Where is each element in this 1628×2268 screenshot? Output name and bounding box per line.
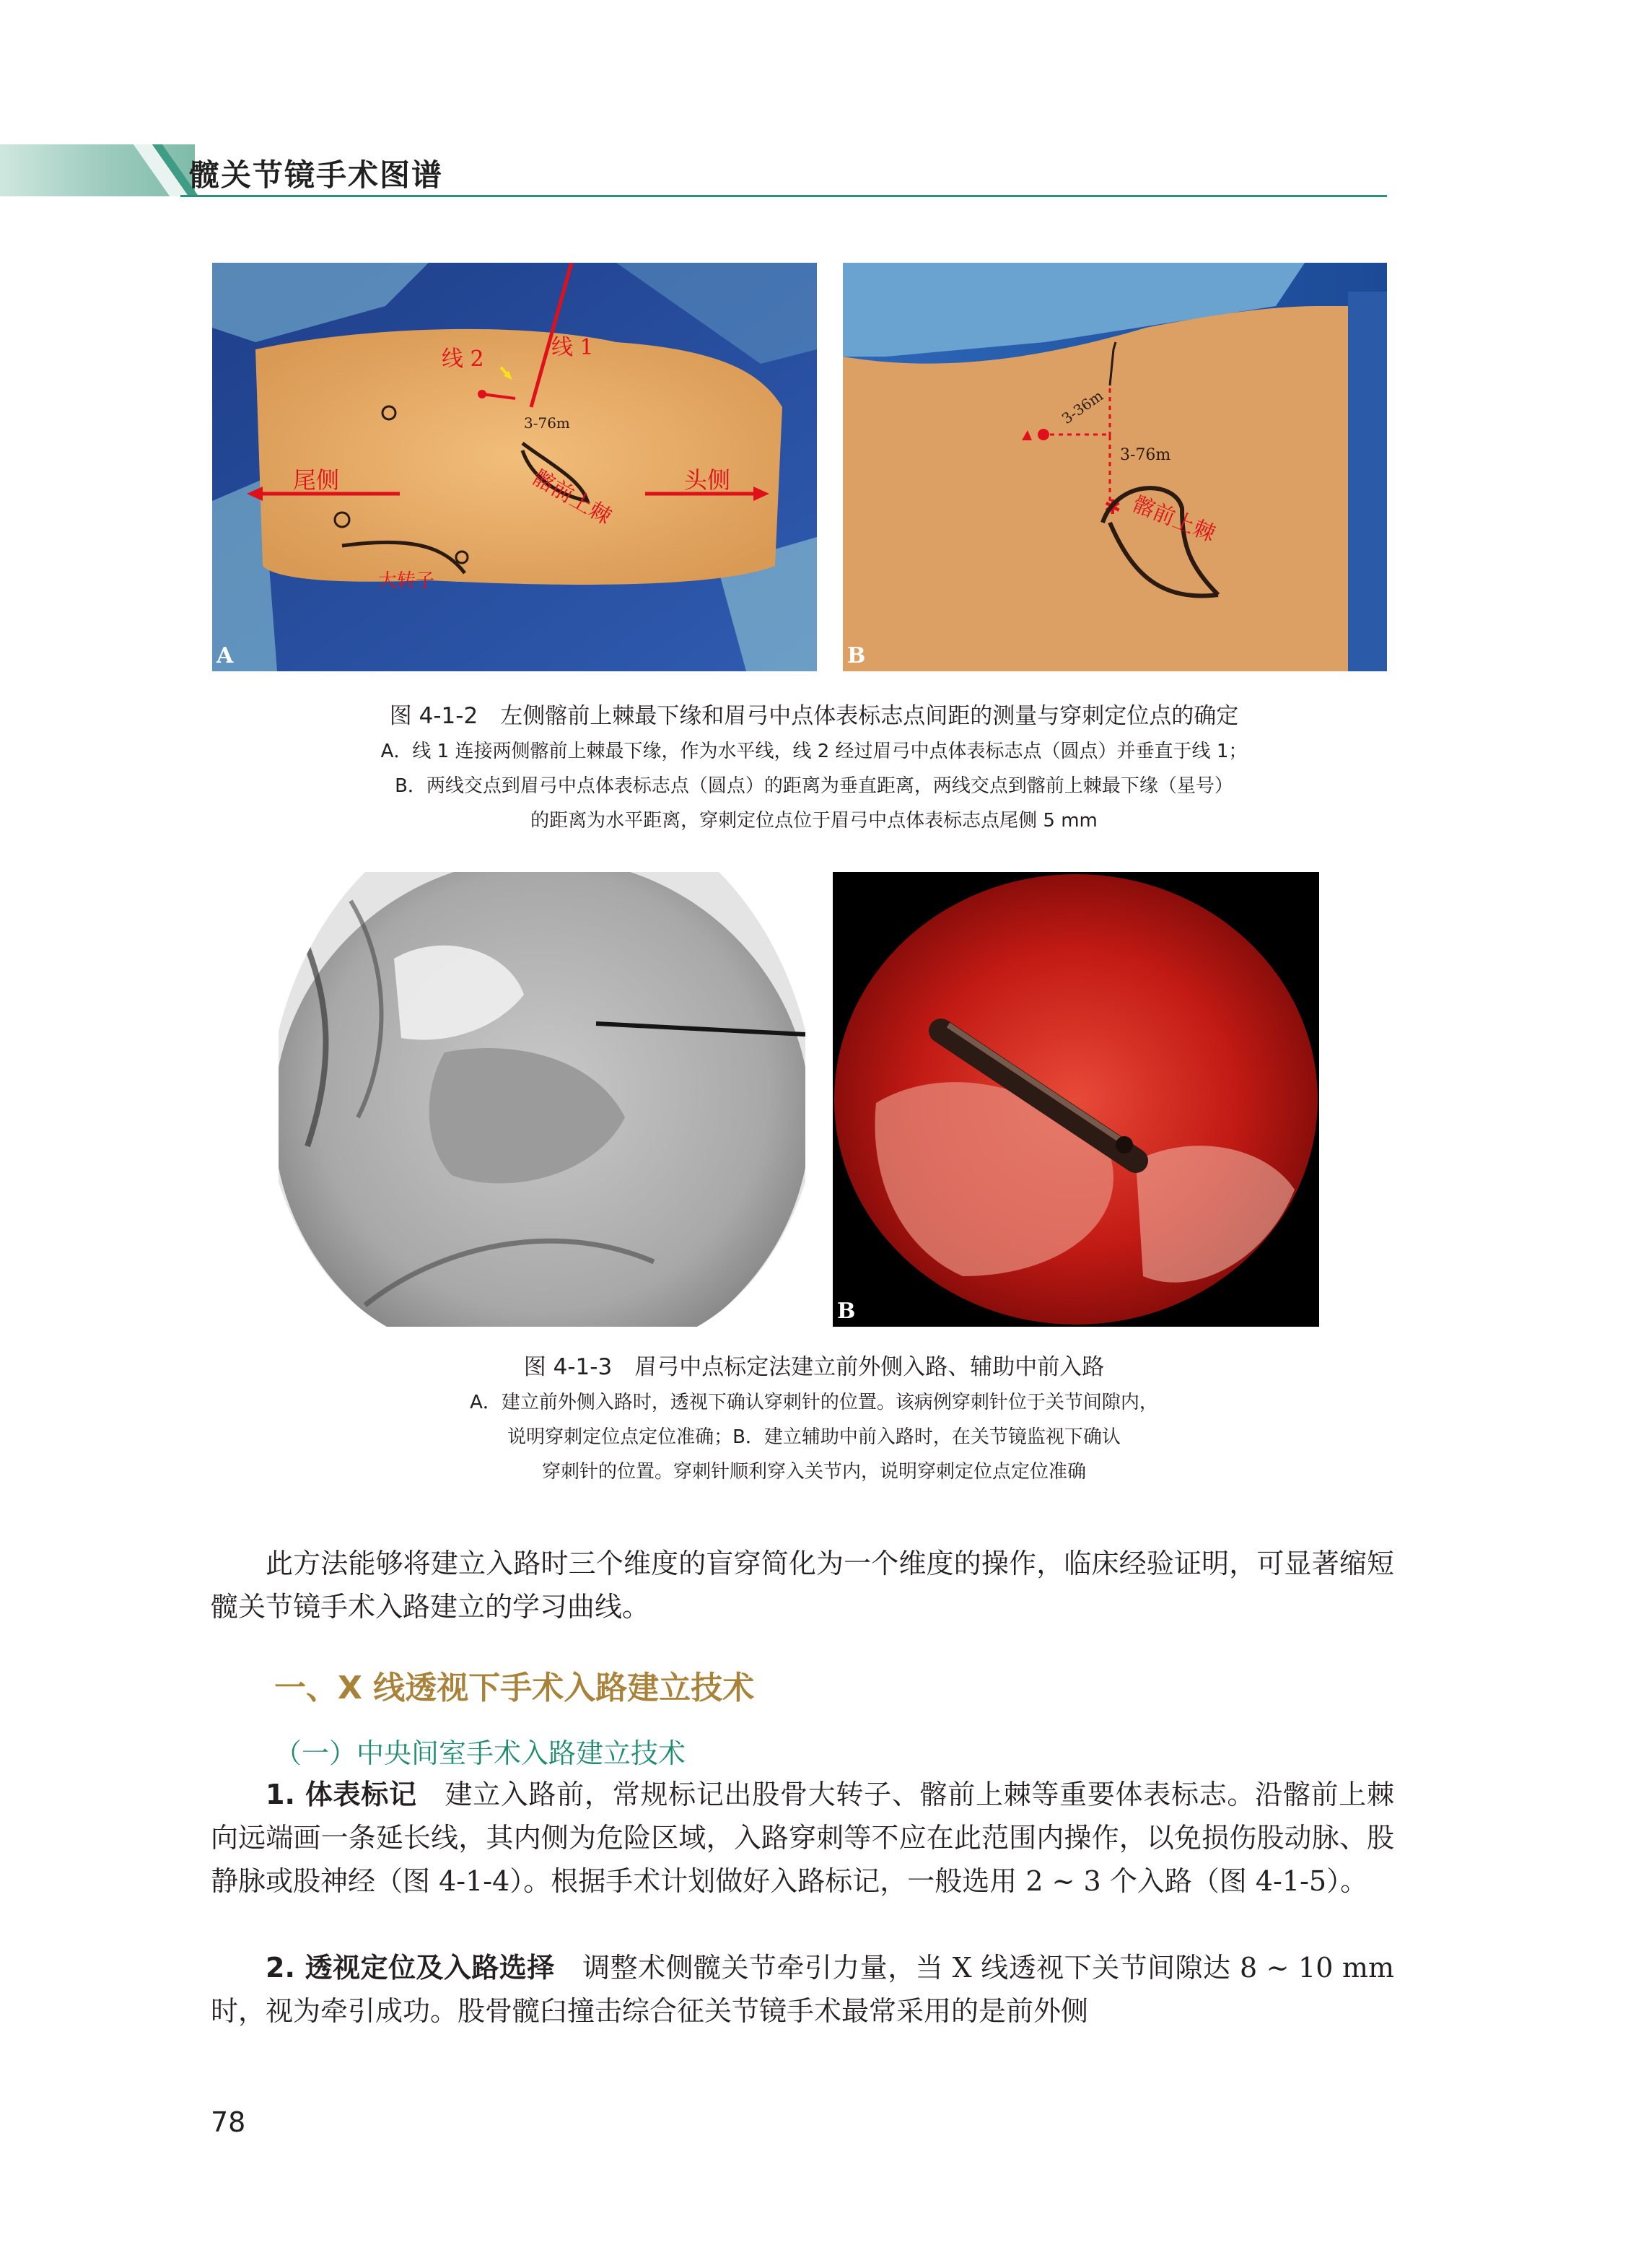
label-asis: 髂前上棘 bbox=[1129, 491, 1219, 547]
label-asis: 髂前上棘 bbox=[528, 464, 616, 531]
figure-4-1-2-caption-line: B．两线交点到眉弓中点体表标志点（圆点）的距离为垂直距离，两线交点到髂前上棘最下缘（星号） bbox=[395, 775, 1233, 797]
measure-vertical-label: 3-76m bbox=[1120, 446, 1171, 464]
figure-4-1-3-caption-title: 图 4-1-3 眉弓中点标定法建立前外侧入路、辅助中前入路 bbox=[523, 1354, 1105, 1380]
paragraph-text: 建立入路前，常规标记出股骨大转子、髂前上棘等重要体表标志。沿髂前上棘向远端画一条延长线，其内侧为危险区域，入路穿刺等不应在此范围内操作，以免损伤股动脉、股静脉或股神经（图 4-1-4）。根据手术计划做好入路标记，一般选用 2 ~ 3 个入路（图 4-1-5）。 bbox=[211, 1779, 1394, 1897]
body-paragraph: 此方法能够将建立入路时三个维度的盲穿简化为一个维度的操作，临床经验证明，可显著缩短髋关节镜手术入路建立的学习曲线。 bbox=[211, 1548, 1394, 1623]
label-greater-trochanter: 大转子 bbox=[378, 570, 435, 592]
running-head-title: 髋关节镜手术图谱 bbox=[189, 157, 444, 193]
measure-label: 3-76m bbox=[524, 414, 570, 432]
figure-4-1-3-panel-a bbox=[279, 872, 805, 1327]
body-paragraph bbox=[211, 1946, 1394, 2033]
figure-4-1-3-panel-b bbox=[833, 872, 1319, 1327]
figure-4-1-2-caption-line: 的距离为水平距离，穿刺定位点位于眉弓中点体表标志点尾侧 5 mm bbox=[530, 810, 1098, 832]
figure-4-1-3-caption-line: 穿刺针的位置。穿刺针顺利穿入关节内，说明穿刺定位点定位准确 bbox=[541, 1461, 1086, 1483]
header-rule bbox=[180, 195, 1387, 197]
figure-4-1-2-panel-a bbox=[212, 263, 817, 671]
paragraph-lead: 2. 透视定位及入路选择 bbox=[266, 1952, 555, 1984]
panel-label: B bbox=[837, 1299, 856, 1324]
panel-label: B bbox=[847, 643, 866, 668]
label-caudal: 尾侧 bbox=[293, 466, 340, 494]
figure-4-1-3-caption-line: 说明穿刺定位点定位准确；B．建立辅助中前入路时，在关节镜监视下确认 bbox=[507, 1426, 1121, 1448]
measure-horizontal-label: 3-36m bbox=[1058, 386, 1107, 428]
figure-4-1-2-caption-title: 图 4-1-2 左侧髂前上棘最下缘和眉弓中点体表标志点间距的测量与穿刺定位点的确定 bbox=[389, 703, 1239, 729]
paragraph-text: 调整术侧髋关节牵引力量，当 X 线透视下关节间隙达 8 ~ 10 mm 时，视为牵引成功。股骨髋臼撞击综合征关节镜手术最常采用的是前外侧 bbox=[211, 1952, 1394, 2027]
label-line-2: 线 2 bbox=[442, 346, 484, 372]
paragraph-lead: 1. 体表标记 bbox=[266, 1779, 417, 1810]
label-cranial: 头侧 bbox=[684, 466, 731, 494]
section-heading: 一、X 线透视下手术入路建立技术 bbox=[274, 1670, 755, 1706]
figure-4-1-2-caption-line: A．线 1 连接两侧髂前上棘最下缘，作为水平线，线 2 经过眉弓中点体表标志点（圆点）并垂直于线 1； bbox=[380, 741, 1248, 762]
subsection-heading: （一）中央间室手术入路建立技术 bbox=[274, 1737, 686, 1769]
page-number: 78 bbox=[211, 2106, 246, 2138]
panel-label: A bbox=[216, 643, 234, 668]
body-paragraph bbox=[211, 1773, 1394, 1903]
figure-4-1-3-caption-line: A．建立前外侧入路时，透视下确认穿刺针的位置。该病例穿刺针位于关节间隙内， bbox=[470, 1392, 1158, 1413]
panel-label: A bbox=[283, 1299, 300, 1324]
label-line-1: 线 1 bbox=[551, 335, 594, 360]
figure-4-1-2-panel-b bbox=[843, 263, 1387, 671]
svg-text:✱: ✱ bbox=[1104, 495, 1121, 519]
